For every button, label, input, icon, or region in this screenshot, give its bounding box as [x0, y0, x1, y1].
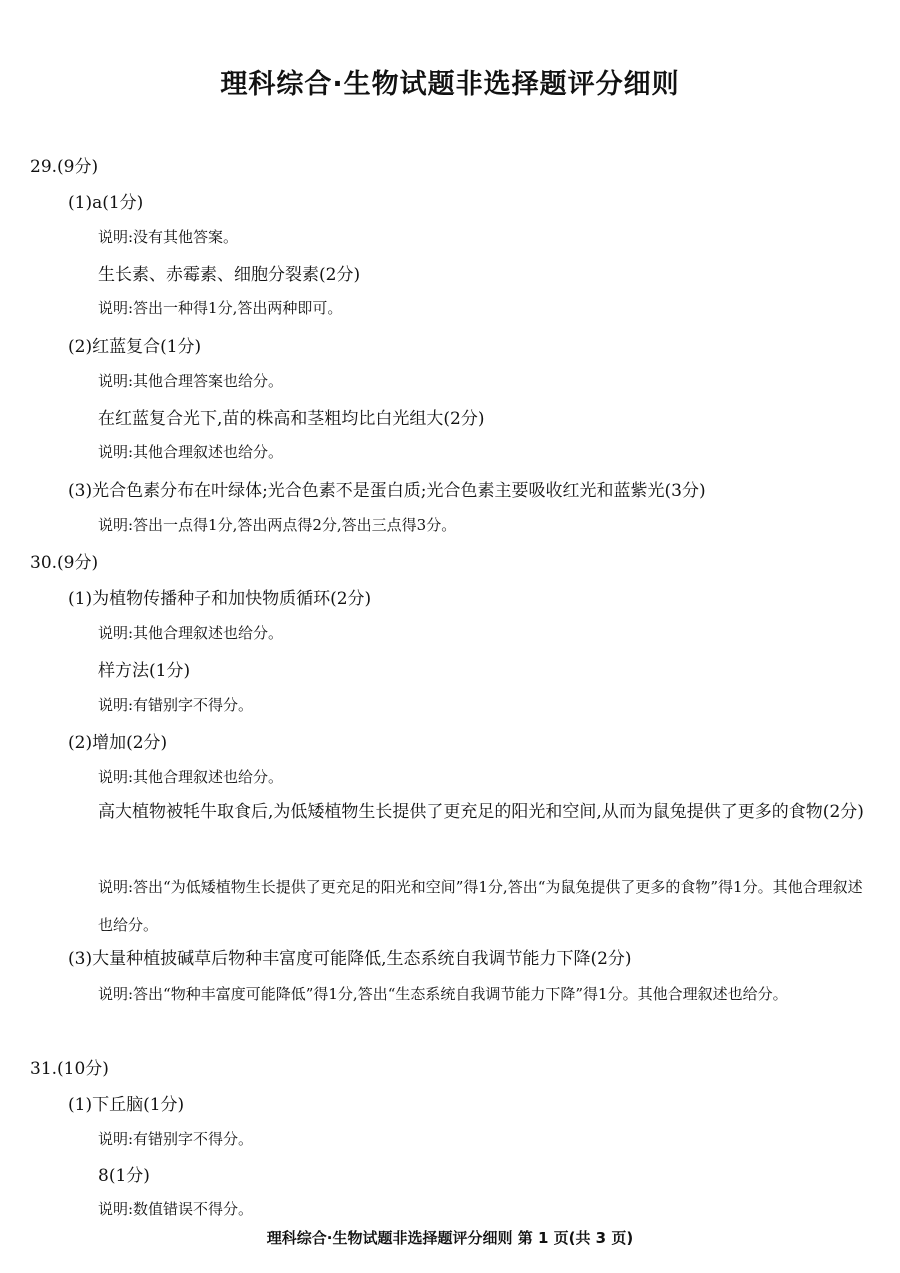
- q29-part3-note: 说明:答出一点得1分,答出两点得2分,答出三点得3分。: [98, 516, 457, 534]
- q30-part1-note-b: 说明:有错别字不得分。: [98, 696, 254, 714]
- page-title: 理科综合·生物试题非选择题评分细则: [220, 69, 680, 100]
- q30-part2-answer: (2)增加(2分): [68, 733, 168, 753]
- q29-part2-answer-b: 在红蓝复合光下,苗的株高和茎粗均比白光组大(2分): [98, 409, 485, 429]
- q30-part2-answer-b: 高大植物被牦牛取食后,为低矮植物生长提供了更充足的阳光和空间,从而为鼠兔提供了更多的食物(2分): [98, 802, 864, 822]
- q29-part1-note: 说明:没有其他答案。: [98, 228, 239, 246]
- q30-part1-note: 说明:其他合理叙述也给分。: [98, 624, 284, 642]
- q29-part3-answer: (3)光合色素分布在叶绿体;光合色素不是蛋白质;光合色素主要吸收红光和蓝紫光(3分): [68, 481, 706, 501]
- q29-part1-answer-b: 生长素、赤霉素、细胞分裂素(2分): [98, 265, 361, 285]
- question-31-heading: 31.(10分): [30, 1059, 109, 1079]
- q30-part3-note: 说明:答出“物种丰富度可能降低”得1分,答出“生态系统自我调节能力下降”得1分。其他合理叙述也给分。: [98, 985, 788, 1003]
- q31-part1-answer: (1)下丘脑(1分): [68, 1095, 185, 1115]
- q29-part1-answer: (1)a(1分): [68, 193, 144, 213]
- question-29-heading: 29.(9分): [30, 157, 99, 177]
- q30-part2-note: 说明:其他合理叙述也给分。: [98, 768, 284, 786]
- question-30-heading: 30.(9分): [30, 553, 99, 573]
- q29-part2-answer: (2)红蓝复合(1分): [68, 337, 202, 357]
- q29-part2-note-b: 说明:其他合理叙述也给分。: [98, 443, 284, 461]
- q30-part1-answer: (1)为植物传播种子和加快物质循环(2分): [68, 589, 372, 609]
- q30-part1-answer-b: 样方法(1分): [98, 661, 191, 681]
- q30-part2-note-b: 说明:答出“为低矮植物生长提供了更充足的阳光和空间”得1分,答出“为鼠兔提供了更多的食物”得1分。其他合理叙述也给分。: [98, 878, 863, 934]
- q31-part1-note: 说明:有错别字不得分。: [98, 1130, 254, 1148]
- q29-part1-note-b: 说明:答出一种得1分,答出两种即可。: [98, 299, 343, 317]
- q31-part1-answer-b: 8(1分): [98, 1166, 150, 1186]
- q29-part2-note: 说明:其他合理答案也给分。: [98, 372, 284, 390]
- page-footer: 理科综合·生物试题非选择题评分细则 第 1 页(共 3 页): [266, 1229, 634, 1247]
- q30-part3-answer: (3)大量种植披碱草后物种丰富度可能降低,生态系统自我调节能力下降(2分): [68, 949, 632, 969]
- q31-part1-note-b: 说明:数值错误不得分。: [98, 1200, 254, 1218]
